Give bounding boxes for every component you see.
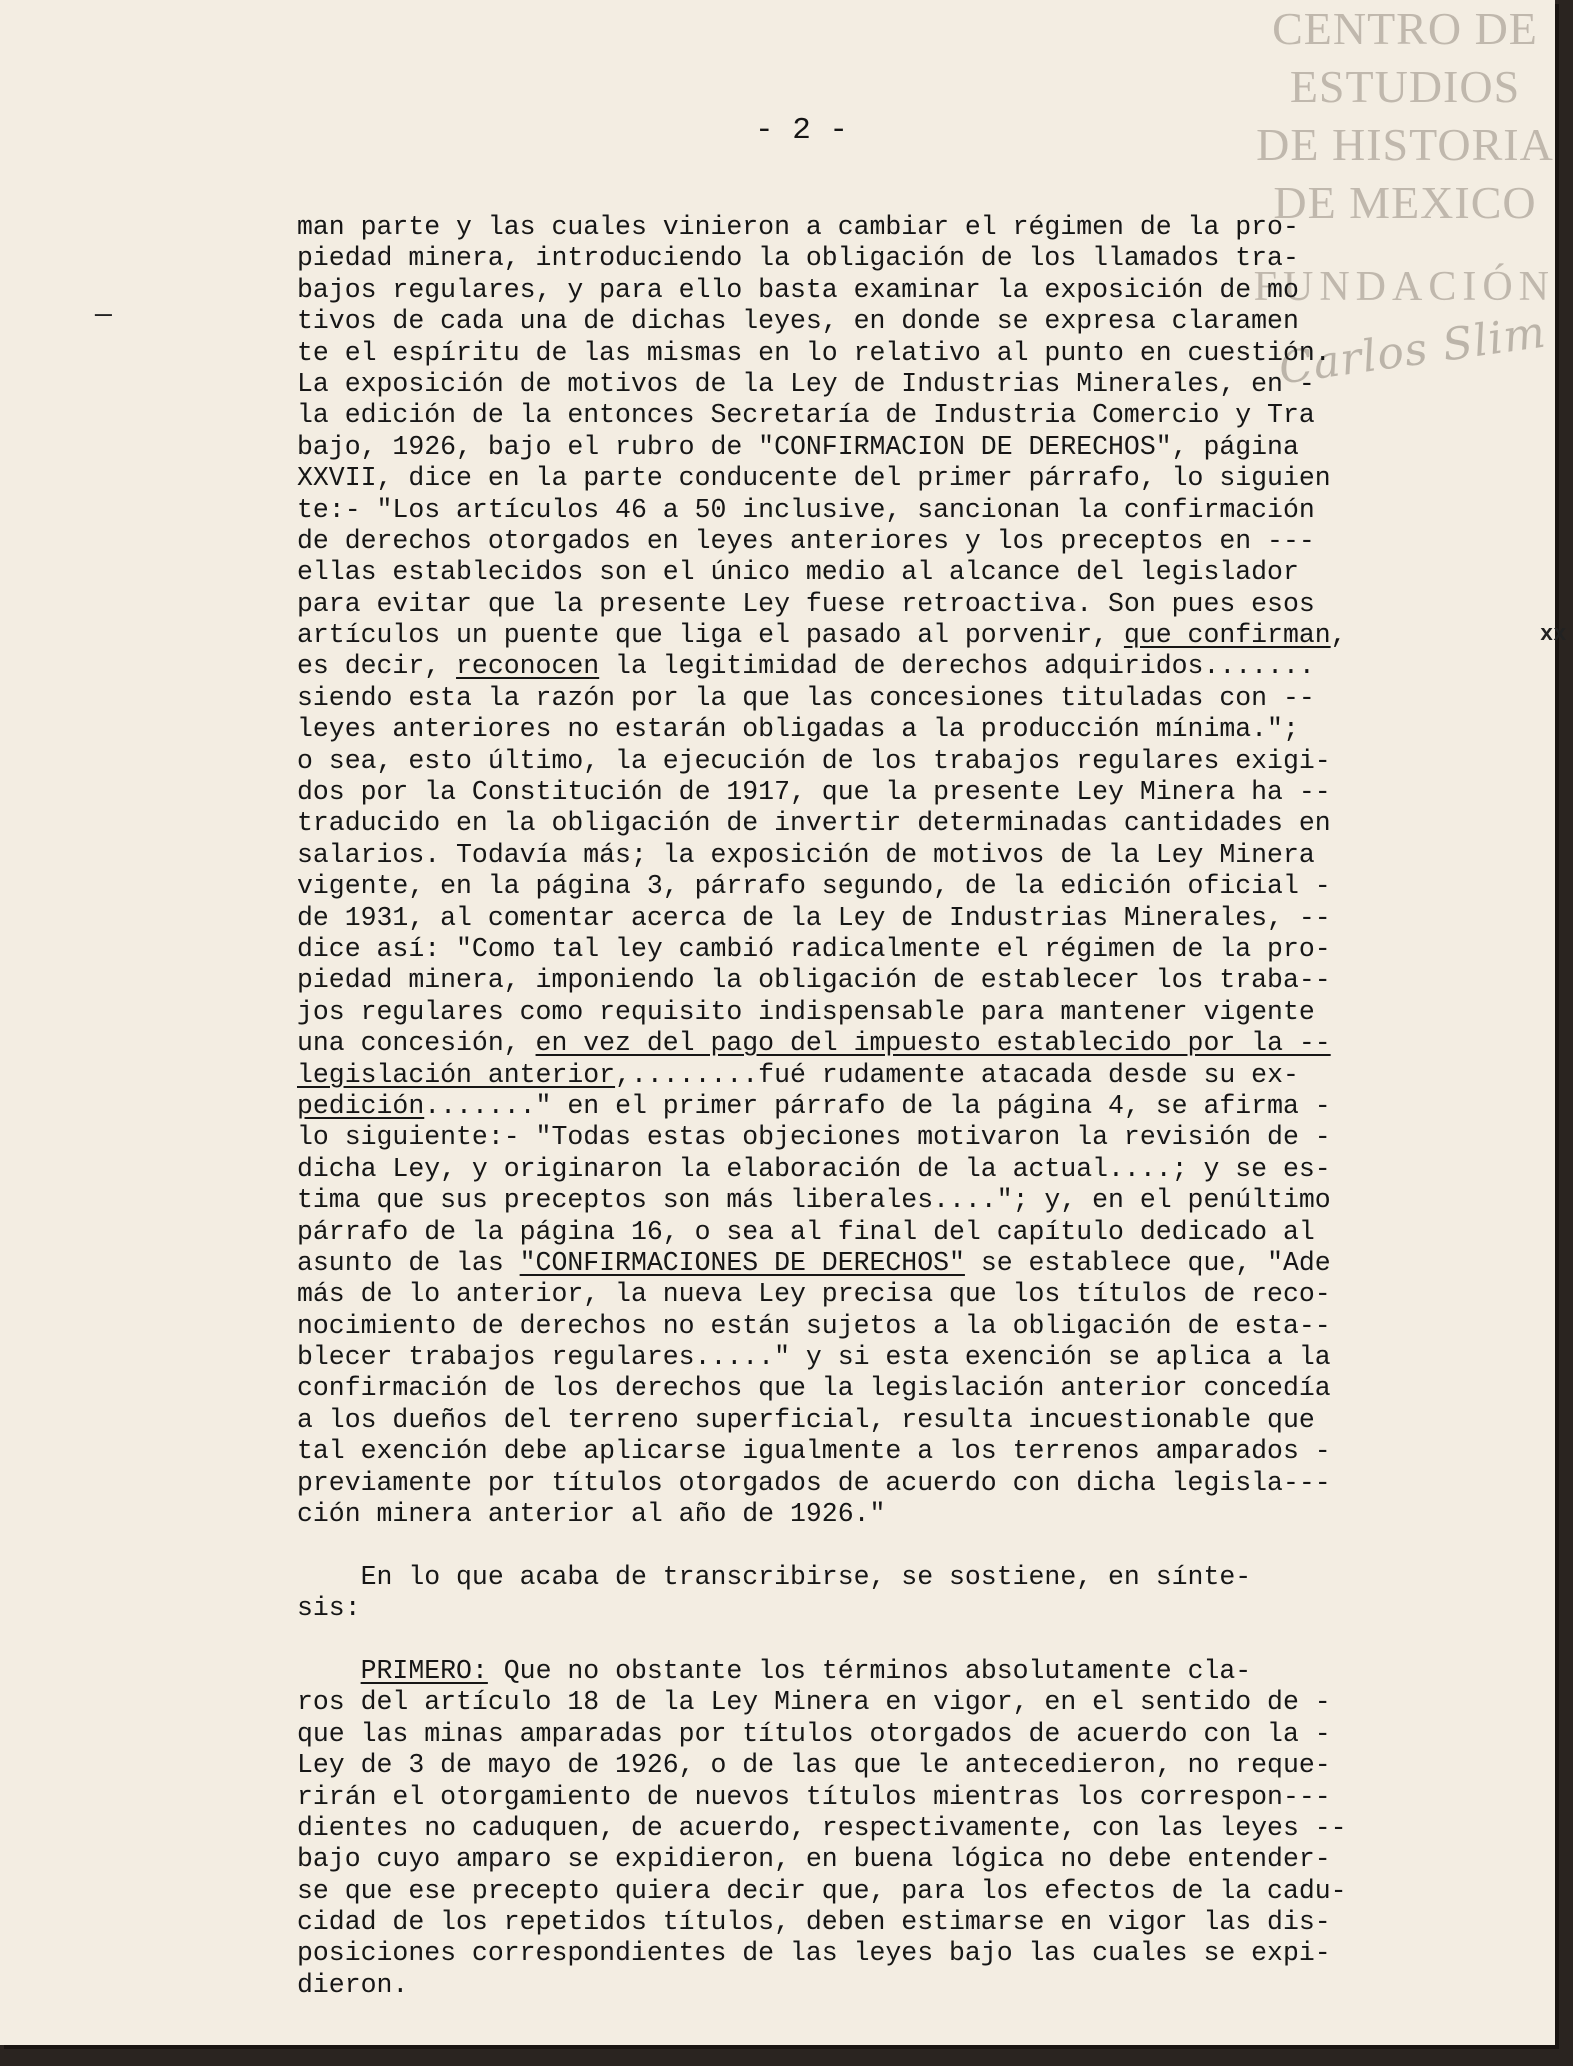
text-line: traducido en la obligación de invertir determinadas cantidades en: [297, 808, 1331, 839]
stamp-line: DE HISTORIA: [1256, 119, 1554, 170]
text-line: [297, 1060, 1547, 1091]
stamp-foundation: FUNDACIÓN: [1253, 264, 1555, 310]
text-line: posiciones correspondientes de las leyes bajo las cuales se expi-: [297, 1938, 1331, 1969]
text-segment: ......." en el primer párrafo de la página 4, se afirma -: [424, 1090, 1331, 1121]
text-line: a los dueños del terreno superficial, resulta incuestionable que: [297, 1404, 1315, 1435]
stamp-signature: Carlos Slim: [1275, 306, 1550, 395]
underlined-phrase: pedición: [297, 1090, 425, 1121]
text-line: ellas establecidos son el único medio al alcance del legislador: [297, 557, 1299, 588]
section-heading-primero: PRIMERO:: [360, 1655, 488, 1686]
text-segment: ,........fué rudamente atacada desde su ex-: [615, 1059, 1299, 1090]
paragraph-gap: [297, 1625, 1547, 1656]
text-line: confirmación de los derechos que la legislación anterior concedía: [297, 1373, 1331, 1404]
text-line: de 1931, al comentar acerca de la Ley de Industrias Minerales, --: [297, 902, 1331, 933]
text-line: ción minera anterior al año de 1926.": [297, 1499, 886, 1530]
paragraph-gap: [297, 1530, 1547, 1561]
stamp-line: DE MEXICO: [1273, 177, 1537, 228]
text-line: salarios. Todavía más; la exposición de motivos de la Ley Minera: [297, 839, 1315, 870]
text-line: tima que sus preceptos son más liberales...."; y, en el penúltimo: [297, 1185, 1331, 1216]
text-line: Ley de 3 de mayo de 1926, o de las que le antecedieron, no reque-: [297, 1750, 1331, 1781]
side-mark: xx: [1540, 622, 1567, 647]
text-line: dieron.: [297, 1969, 409, 2000]
text-segment: una concesión,: [297, 1028, 536, 1059]
text-segment: artículos un puente que liga el pasado al porvenir,: [297, 620, 1124, 651]
text-line: piedad minera, imponiendo la obligación de establecer los traba--: [297, 965, 1331, 996]
text-line: piedad minera, introduciendo la obligación de los llamados tra-: [297, 243, 1299, 274]
underlined-phrase: reconocen: [456, 651, 600, 682]
text-line: La exposición de motivos de la Ley de Industrias Minerales, en -: [297, 368, 1315, 399]
text-line: leyes anteriores no estarán obligadas a la producción mínima.";: [297, 714, 1299, 745]
text-line: [297, 651, 1547, 682]
text-line: la edición de la entonces Secretaría de Industria Comercio y Tra: [297, 400, 1315, 431]
text-segment: la legitimidad de derechos adquiridos.......: [599, 651, 1315, 682]
text-line: jos regulares como requisito indispensable para mantener vigente: [297, 996, 1315, 1027]
stamp-line: ESTUDIOS: [1289, 61, 1521, 112]
page-number: - 2 -: [755, 113, 849, 148]
text-line: bajo cuyo amparo se expidieron, en buena lógica no debe entender-: [297, 1844, 1331, 1875]
text-line: man parte y las cuales vinieron a cambiar el régimen de la pro-: [297, 212, 1299, 242]
text-line: [297, 1091, 1547, 1122]
margin-mark: —: [95, 300, 112, 331]
text-segment: se establece que, "Ade: [964, 1247, 1331, 1278]
stamp-line: CENTRO DE: [1272, 3, 1538, 54]
underlined-phrase: "CONFIRMACIONES DE DERECHOS": [519, 1247, 965, 1278]
text-line: de derechos otorgados en leyes anteriores y los preceptos en ---: [297, 525, 1315, 556]
text-line: dientes no caduquen, de acuerdo, respectivamente, con las leyes --: [297, 1812, 1347, 1843]
text-line: [297, 1656, 1547, 1687]
text-segment: es decir,: [297, 651, 457, 682]
text-line: blecer trabajos regulares....." y si esta exención se aplica a la: [297, 1342, 1331, 1373]
text-segment: asunto de las: [297, 1247, 520, 1278]
text-line: tal exención debe aplicarse igualmente a los terrenos amparados -: [297, 1436, 1331, 1467]
text-line: tivos de cada una de dichas leyes, en donde se expresa claramen: [297, 306, 1299, 337]
text-line: [297, 620, 1547, 651]
underlined-phrase: que confirman: [1123, 620, 1331, 651]
underlined-phrase: legislación anterior: [297, 1059, 616, 1090]
text-line: dos por la Constitución de 1917, que la presente Ley Minera ha --: [297, 777, 1331, 808]
text-line: párrafo de la página 16, o sea al final del capítulo dedicado al: [297, 1216, 1315, 1247]
text-segment: [297, 1656, 361, 1686]
text-line: dice así: "Como tal ley cambió radicalmente el régimen de la pro-: [297, 933, 1331, 964]
text-line: bajo, 1926, bajo el rubro de "CONFIRMACION DE DERECHOS", página: [297, 431, 1299, 462]
text-line: cidad de los repetidos títulos, deben estimarse en vigor las dis-: [297, 1907, 1331, 1938]
text-line: se que ese precepto quiera decir que, para los efectos de la cadu-: [297, 1875, 1347, 1906]
text-line: nocimiento de derechos no están sujetos a la obligación de esta--: [297, 1310, 1331, 1341]
text-line: bajos regulares, y para ello basta examinar la exposición de mo: [297, 274, 1299, 305]
text-segment: ,: [1330, 620, 1347, 651]
text-line: XXVII, dice en la parte conducente del primer párrafo, lo siguien: [297, 463, 1331, 494]
text-line: siendo esta la razón por la que las concesiones tituladas con --: [297, 682, 1315, 713]
text-line: lo siguiente:- "Todas estas objeciones motivaron la revisión de -: [297, 1122, 1331, 1153]
text-line: rirán el otorgamiento de nuevos títulos mientras los correspon---: [297, 1781, 1331, 1812]
text-line: que las minas amparadas por títulos otorgados de acuerdo con la -: [297, 1718, 1331, 1749]
text-line: [297, 1028, 1547, 1059]
underlined-phrase: en vez del pago del impuesto establecido por la --: [535, 1028, 1331, 1059]
text-line: previamente por títulos otorgados de acuerdo con dicha legisla---: [297, 1467, 1331, 1498]
text-line: más de lo anterior, la nueva Ley precisa que los títulos de reco-: [297, 1279, 1331, 1310]
text-segment: Que no obstante los términos absolutamente cla-: [487, 1655, 1252, 1686]
text-line: te:- "Los artículos 46 a 50 inclusive, sancionan la confirmación: [297, 494, 1315, 525]
body-text: [297, 212, 1547, 2001]
text-line: dicha Ley, y originaron la elaboración de la actual....; y se es-: [297, 1153, 1331, 1184]
text-line: te el espíritu de las mismas en lo relativo al punto en cuestión.: [297, 337, 1331, 368]
text-line: En lo que acaba de transcribirse, se sostiene, en sínte-: [297, 1561, 1252, 1592]
text-line: o sea, esto último, la ejecución de los trabajos regulares exigi-: [297, 745, 1331, 776]
text-line: ros del artículo 18 de la Ley Minera en vigor, en el sentido de -: [297, 1687, 1331, 1718]
text-line: para evitar que la presente Ley fuese retroactiva. Son pues esos: [297, 588, 1315, 619]
text-line: sis:: [297, 1593, 361, 1624]
text-line: [297, 1248, 1547, 1279]
text-line: vigente, en la página 3, párrafo segundo, de la edición oficial -: [297, 871, 1331, 902]
